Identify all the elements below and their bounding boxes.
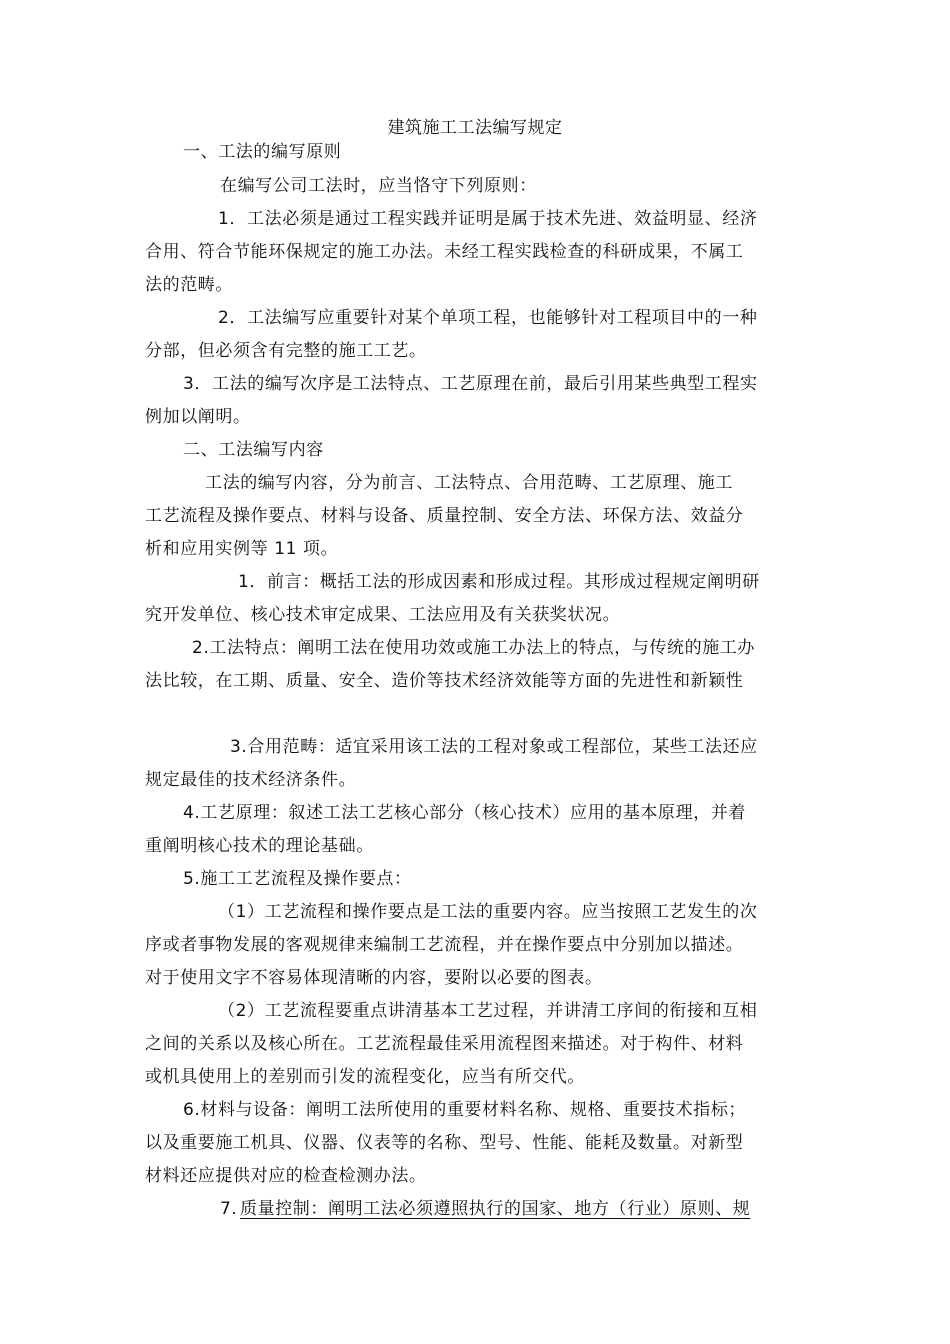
paragraph-line: 法的范畴。 — [145, 275, 233, 295]
section-heading-principles: 一、工法的编写原则 — [183, 142, 342, 162]
paragraph-line-number: 7. — [220, 1199, 238, 1219]
paragraph-line: 序或者事物发展的客观规律来编制工艺流程，并在操作要点中分别加以描述。 — [145, 935, 744, 955]
paragraph-line: 2.工法特点：阐明工法在使用功效或施工办法上的特点，与传统的施工办 — [192, 638, 756, 658]
paragraph-line: 1．工法必须是通过工程实践并证明是属于技术先进、效益明显、经济 — [218, 209, 758, 229]
paragraph-line: 3．工法的编写次序是工法特点、工艺原理在前，最后引用某些典型工程实 — [183, 374, 758, 394]
paragraph-line: 或机具使用上的差别而引发的流程变化，应当有所交代。 — [145, 1067, 585, 1087]
paragraph-line: 材料还应提供对应的检查检测办法。 — [145, 1166, 427, 1186]
paragraph-line: 之间的关系以及核心所在。工艺流程最佳采用流程图来描述。对于构件、材料 — [145, 1034, 744, 1054]
paragraph-line: 5.施工工艺流程及操作要点： — [183, 869, 412, 889]
section-heading-content: 二、工法编写内容 — [183, 440, 324, 460]
paragraph-line: 以及重要施工机具、仪器、仪表等的名称、型号、性能、能耗及数量。对新型 — [145, 1133, 744, 1153]
paragraph-line: 6.材料与设备：阐明工法所使用的重要材料名称、规格、重要技术指标； — [183, 1100, 747, 1120]
paragraph-line: 规定最佳的技术经济条件。 — [145, 770, 357, 790]
paragraph-line: 3.合用范畴：适宜采用该工法的工程对象或工程部位，某些工法还应 — [230, 737, 758, 757]
underlined-text: 质量控制：阐明工法必须遵照执行的国家、地方（行业）原则、规 — [240, 1199, 751, 1219]
paragraph-line: 法比较，在工期、质量、安全、造价等技术经济效能等方面的先进性和新颖性 — [145, 671, 744, 691]
paragraph-line: 合用、符合节能环保规定的施工办法。未经工程实践检查的科研成果，不属工 — [145, 242, 744, 262]
paragraph-line: 重阐明核心技术的理论基础。 — [145, 836, 374, 856]
paragraph-line: 工法的编写内容，分为前言、工法特点、合用范畴、工艺原理、施工 — [205, 473, 733, 493]
paragraph-line: 4.工艺原理：叙述工法工艺核心部分（核心技术）应用的基本原理，并着 — [183, 803, 747, 823]
paragraph-line: （2）工艺流程要重点讲清基本工艺过程，并讲清工序间的衔接和互相 — [218, 1001, 758, 1021]
document-title: 建筑施工工法编写规定 — [387, 118, 563, 138]
paragraph-line: 工艺流程及操作要点、材料与设备、质量控制、安全方法、环保方法、效益分 — [145, 506, 744, 526]
paragraph-line: 在编写公司工法时，应当恪守下列原则： — [220, 176, 537, 196]
paragraph-line: 对于使用文字不容易体现清晰的内容，要附以必要的图表。 — [145, 968, 603, 988]
paragraph-line: 1．前言：概括工法的形成因素和形成过程。其形成过程规定阐明研 — [238, 572, 760, 592]
paragraph-line: 究开发单位、核心技术审定成果、工法应用及有关获奖状况。 — [145, 605, 621, 625]
paragraph-line: 分部，但必须含有完整的施工工艺。 — [145, 341, 427, 361]
paragraph-line: （1）工艺流程和操作要点是工法的重要内容。应当按照工艺发生的次 — [218, 902, 758, 922]
paragraph-line: 2．工法编写应重要针对某个单项工程，也能够针对工程项目中的一种 — [218, 308, 758, 328]
paragraph-line: 例加以阐明。 — [145, 407, 251, 427]
paragraph-line: 析和应用实例等 11 项。 — [145, 539, 339, 559]
